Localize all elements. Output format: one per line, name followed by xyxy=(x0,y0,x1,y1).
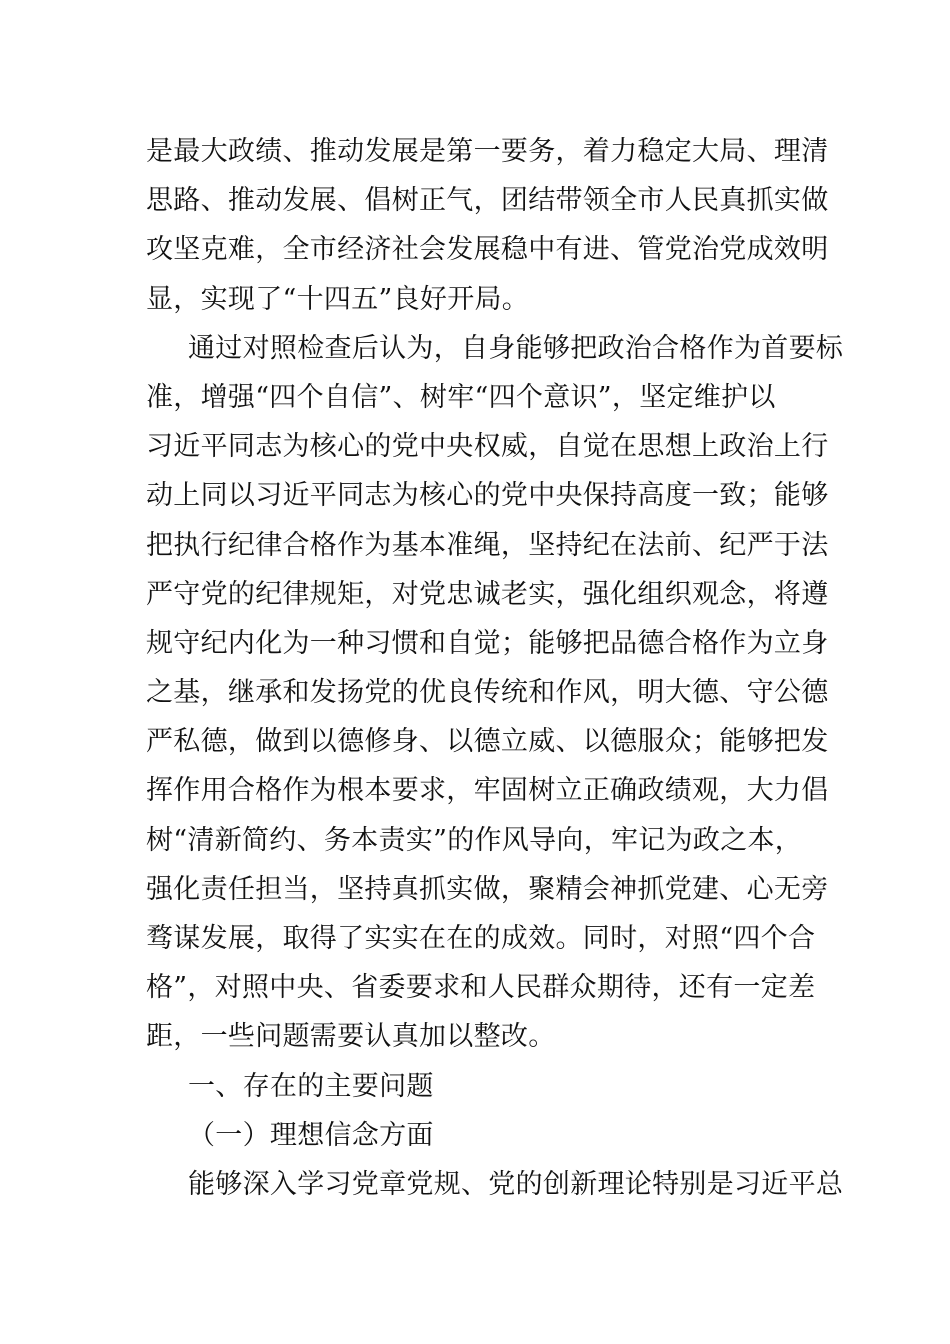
text-line: 动上同以习近平同志为核心的党中央保持高度一致；能够 xyxy=(146,480,829,512)
text-line: 挥作用合格作为根本要求，牢固树立正确政绩观，大力倡 xyxy=(146,775,829,807)
section-heading: 一、存在的主要问题 xyxy=(188,1070,434,1102)
paragraph-first-line: 能够深入学习党章党规、党的创新理论特别是习近平总 xyxy=(188,1168,844,1200)
text-line: 严守党的纪律规矩，对党忠诚老实，强化组织观念，将遵 xyxy=(146,578,829,610)
text-line: 显，实现了“十四五”良好开局。 xyxy=(146,283,530,315)
text-line: 之基，继承和发扬党的优良传统和作风，明大德、守公德 xyxy=(146,677,829,709)
text-line: 距，一些问题需要认真加以整改。 xyxy=(146,1021,556,1053)
text-line: 把执行纪律合格作为基本准绳，坚持纪在法前、纪严于法 xyxy=(146,529,829,561)
text-line: 思路、推动发展、倡树正气，团结带领全市人民真抓实做 xyxy=(146,185,829,217)
subsection-heading: （一）理想信念方面 xyxy=(188,1119,434,1151)
text-line: 规守纪内化为一种习惯和自觉；能够把品德合格作为立身 xyxy=(146,627,829,659)
text-line: 准，增强“四个自信”、树牢“四个意识”，坚定维护以 xyxy=(146,381,776,413)
text-line: 攻坚克难，全市经济社会发展稳中有进、管党治党成效明 xyxy=(146,234,829,266)
text-line: 是最大政绩、推动发展是第一要务，着力稳定大局、理清 xyxy=(146,136,829,167)
paragraph-first-line: 通过对照检查后认为，自身能够把政治合格作为首要标 xyxy=(188,332,844,364)
text-line: 强化责任担当，坚持真抓实做，聚精会神抓党建、心无旁 xyxy=(146,873,829,905)
document-body xyxy=(146,127,844,1209)
text-line: 格”，对照中央、省委要求和人民群众期待，还有一定差 xyxy=(146,972,816,1004)
text-line: 习近平同志为核心的党中央权威，自觉在思想上政治上行 xyxy=(146,431,829,463)
text-line: 树“清新简约、务本责实”的作风导向，牢记为政之本， xyxy=(146,824,803,856)
text-line: 骛谋发展，取得了实实在在的成效。同时，对照“四个合 xyxy=(146,923,816,954)
text-line: 严私德，做到以德修身、以德立威、以德服众；能够把发 xyxy=(146,726,829,758)
